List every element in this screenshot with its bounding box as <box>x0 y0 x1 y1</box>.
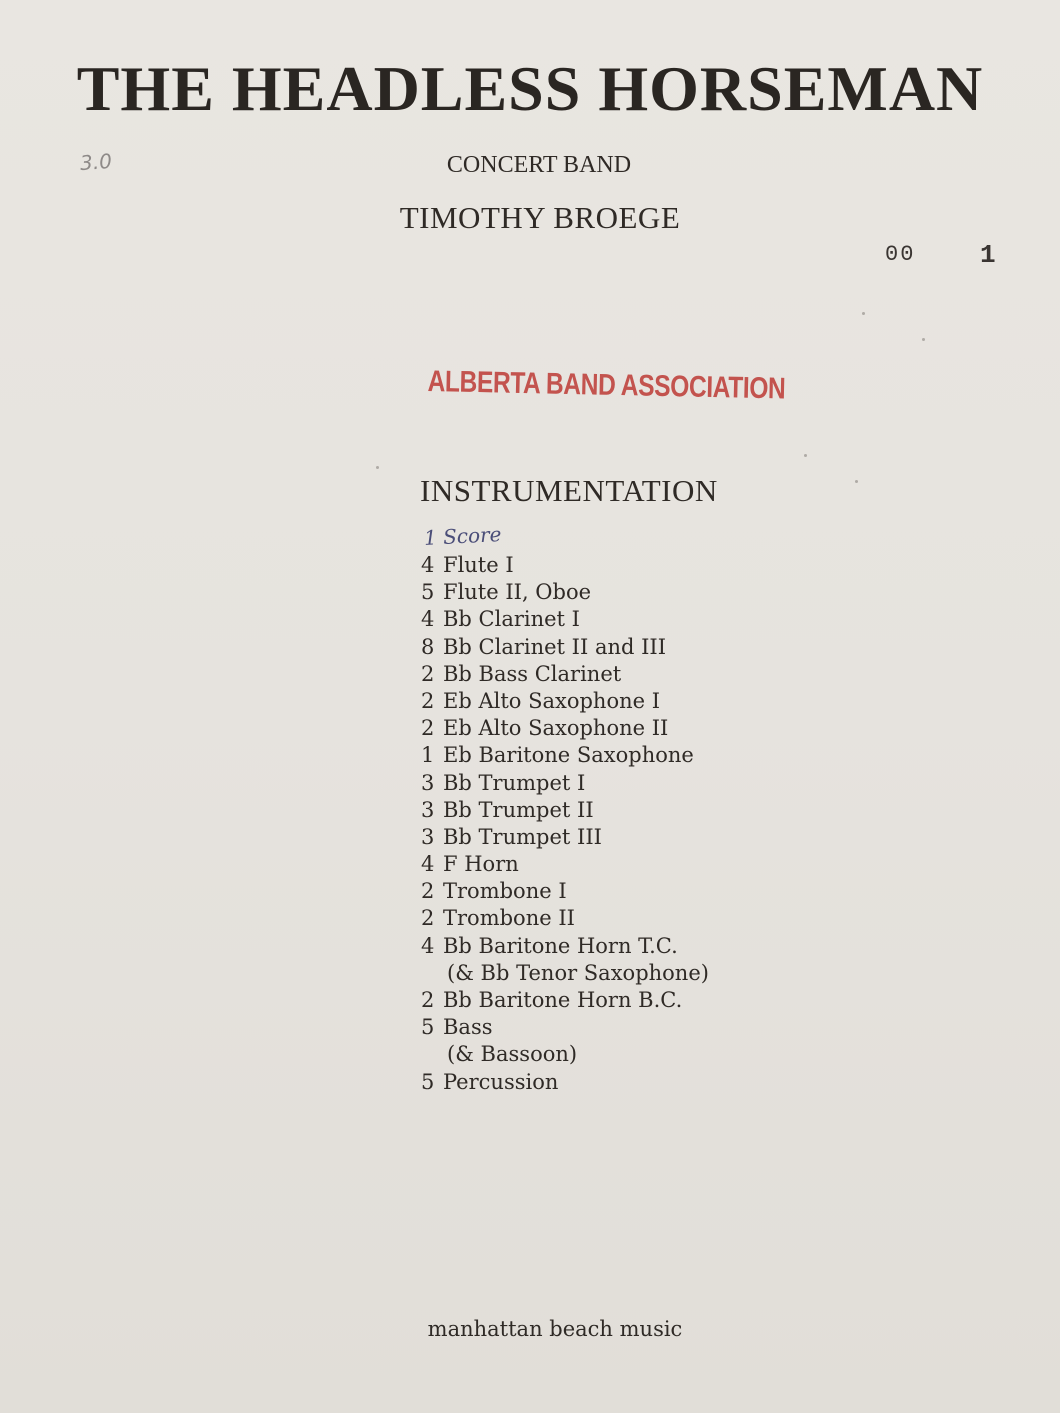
handwritten-grade-note: 3.0 <box>79 148 113 176</box>
paper-speck <box>862 312 865 315</box>
part-quantity: 2 <box>421 879 435 904</box>
instrument-part-item <box>421 1014 709 1041</box>
part-quantity: 2 <box>421 906 435 931</box>
association-stamp: ALBERTA BAND ASSOCIATION <box>427 365 786 406</box>
part-quantity: 5 <box>421 1069 435 1094</box>
part-name: Bb Trumpet I <box>443 770 586 795</box>
part-quantity: 5 <box>421 580 435 605</box>
handwritten-score-note: 1 Score <box>423 521 502 551</box>
part-quantity: 2 <box>421 988 435 1012</box>
part-quantity: 1 <box>421 743 435 768</box>
part-name: Eb Alto Saxophone II <box>443 716 669 741</box>
instrument-part-item <box>421 715 709 742</box>
part-quantity: 4 <box>421 607 435 632</box>
copy-number-stamp: 1 <box>980 240 996 270</box>
paper-speck <box>376 466 379 469</box>
part-name: Bb Clarinet II and III <box>443 634 666 659</box>
instrument-part-item <box>421 770 709 797</box>
instrument-part-item <box>421 742 709 769</box>
instrument-part-item <box>421 606 709 633</box>
part-name: Bb Trumpet II <box>443 797 594 822</box>
part-name: F Horn <box>443 852 519 877</box>
part-quantity: 5 <box>421 1015 435 1040</box>
part-quantity: 2 <box>421 716 435 741</box>
paper-speck <box>855 480 858 483</box>
part-name: Trombone I <box>443 879 567 904</box>
paper-speck <box>922 338 925 341</box>
part-name: Eb Alto Saxophone I <box>443 688 661 713</box>
part-quantity: 2 <box>421 688 435 713</box>
part-name: Bb Bass Clarinet <box>443 661 622 686</box>
composer-name: TIMOTHY BROEGE <box>399 200 681 235</box>
instrument-part-item <box>421 661 709 688</box>
part-name: Percussion <box>443 1069 559 1094</box>
instrument-part-item <box>421 1041 709 1068</box>
page-title: THE HEADLESS HORSEMAN <box>76 53 984 124</box>
instrument-part-item <box>421 987 709 1014</box>
instrument-part-item <box>421 552 709 579</box>
instrument-part-item <box>421 905 709 932</box>
part-quantity: 3 <box>421 824 435 849</box>
part-quantity: 2 <box>421 661 435 686</box>
instrument-part-item <box>421 688 709 715</box>
instrument-part-item <box>421 824 709 851</box>
part-quantity: 4 <box>421 933 435 958</box>
part-name: Eb Baritone Saxophone <box>443 743 694 768</box>
part-quantity: 8 <box>421 634 435 659</box>
part-quantity: 4 <box>421 553 435 577</box>
instrument-part-item <box>421 878 709 905</box>
instrument-part-item <box>421 634 709 661</box>
part-quantity: 3 <box>421 770 435 795</box>
ensemble-subtitle: CONCERT BAND <box>446 152 632 178</box>
part-name: Flute II, Oboe <box>443 580 592 605</box>
part-name: Bb Baritone Horn B.C. <box>443 988 683 1012</box>
instrument-part-item <box>421 851 709 878</box>
catalog-number-stamp: 00 <box>885 242 916 267</box>
instrument-part-item <box>421 933 709 960</box>
part-name: (& Bassoon) <box>447 1042 578 1067</box>
paper-speck <box>804 454 807 457</box>
publisher-name: manhattan beach music <box>427 1317 683 1341</box>
instrument-part-item <box>421 797 709 824</box>
part-quantity: 4 <box>421 852 435 877</box>
instrument-part-item <box>421 1069 709 1096</box>
part-name: Trombone II <box>443 906 575 931</box>
part-name: Bb Baritone Horn T.C. <box>443 933 678 958</box>
instrumentation-heading: INSTRUMENTATION <box>420 473 718 508</box>
part-quantity: 3 <box>421 797 435 822</box>
instrument-part-item <box>421 960 709 987</box>
instrument-part-item <box>421 579 709 606</box>
instrumentation-list <box>421 552 709 1096</box>
part-name: Bb Trumpet III <box>443 824 602 849</box>
part-name: Flute I <box>443 553 514 577</box>
part-name: Bb Clarinet I <box>443 607 580 632</box>
part-name: Bass <box>443 1015 493 1040</box>
part-name: (& Bb Tenor Saxophone) <box>447 960 709 985</box>
